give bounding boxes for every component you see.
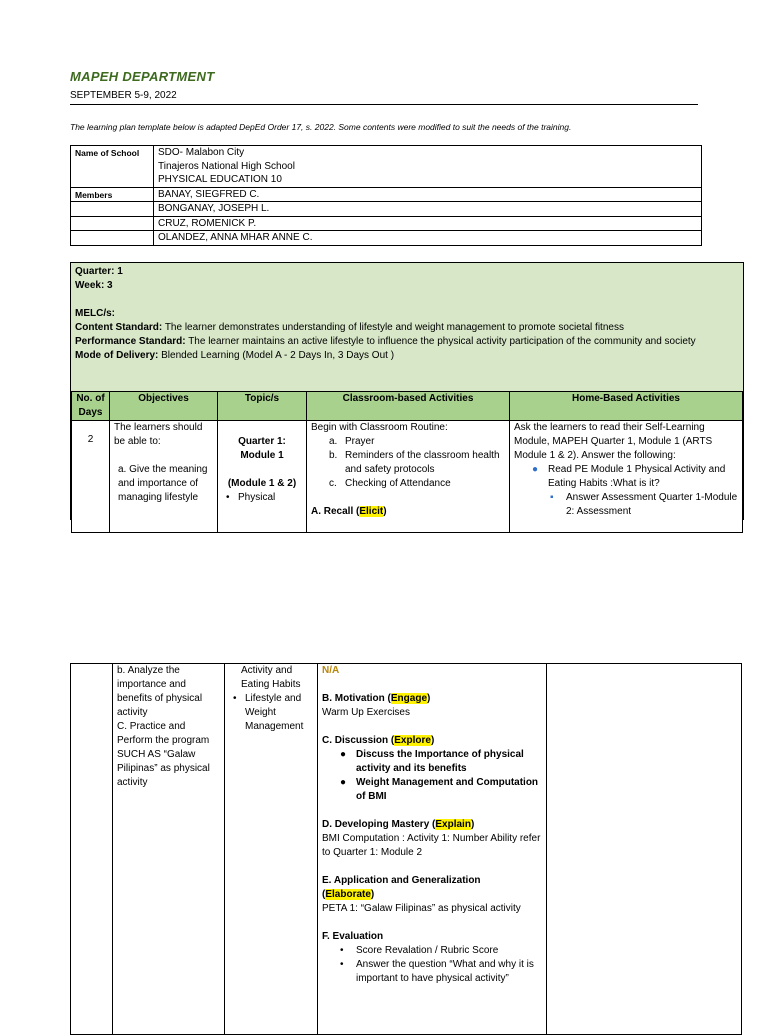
school-value [154,146,702,188]
objectives-cell: The learners should be able to: a. Give the meaning and importance of managing lifestyle [110,421,218,533]
content-standard: Content Standard: The learner demonstrates understanding of lifestyle and weight management to promote societal fitness [75,322,624,333]
topics-cell-cont: Activity and Eating Habits • Lifestyle and Weight Management [225,664,318,1035]
topics-cell: Quarter 1: Module 1 (Module 1 & 2) • Physical [218,421,307,533]
date-line: SEPTEMBER 5-9, 2022 [70,90,177,101]
member-name: BONGANAY, JOSEPH L. [154,202,702,217]
template-note: The learning plan template below is adapted DepEd Order 17, s. 2022. Some contents were modified to suit the needs of the training. [70,122,572,132]
week-label: Week: 3 [75,280,113,291]
col-header-days: No. of Days [72,392,110,421]
col-header-objectives: Objectives [110,392,218,421]
school-line: PHYSICAL EDUCATION 10 [158,174,282,185]
days-cell: 2 [72,421,110,533]
standards-section [71,263,739,389]
recall-heading: A. Recall (Elicit) [311,506,387,517]
melc-label: MELC/s: [75,308,115,319]
school-line: SDO- Malabon City [158,147,245,158]
learning-plan-box [70,262,744,520]
school-info-table [70,145,702,246]
member-name: BANAY, SIEGFRED C. [154,187,702,202]
home-cell: Ask the learners to read their Self-Learning Module, MAPEH Quarter 1, Module 1 (ARTS Module 1 & 2). Answer the following: ● Read PE Module 1 Physical Activity and Eating Habits :What is it? ▪ Answer Assessment Quarter 1-Module 2: Assessment [510,421,743,533]
home-cell-cont [547,664,742,1035]
mode-of-delivery: Mode of Delivery: Blended Learning (Model A - 2 Days In, 3 Days Out ) [75,350,395,361]
objectives-cell-cont: b. Analyze the importance and benefits of physical activity C. Practice and Perform the program SUCH AS “Galaw Pilipinas” as physical activity [113,664,225,1035]
performance-standard: Performance Standard: The learner maintains an active lifestyle to influence the physical activity participation of the community and society [75,336,696,347]
activities-table-continued [70,663,742,1035]
classroom-cell-cont: N/A B. Motivation (Engage) Warm Up Exercises C. Discussion (Explore) ● Discuss the Importance of physical activity and its benefits ● Weight Management and Computation of BMI D. Developing Mastery (Explain) BMI Computation : Activity 1: Number Ability refer to Quarter 1: Module 2 E. Application and Generalization (Elaborate) PETA 1: “Galaw Filipinas” as physical activity F. Evaluation • Score Revalation / Rubric Score • Answer the question “What and why it is important to have physical activity” [318,664,547,1035]
activities-table [71,391,743,533]
days-cell-cont [71,664,113,1035]
members-label: Members [71,187,154,202]
col-header-classroom: Classroom-based Activities [307,392,510,421]
department-title: MAPEH DEPARTMENT [70,69,215,84]
col-header-topics: Topic/s [218,392,307,421]
header-divider [70,104,698,105]
col-header-home: Home-Based Activities [510,392,743,421]
member-name: OLANDEZ, ANNA MHAR ANNE C. [154,231,702,246]
quarter-label: Quarter: 1 [75,266,123,277]
school-line: Tinajeros National High School [158,160,295,172]
classroom-cell: Begin with Classroom Routine: a. Prayer b. Reminders of the classroom health and safety protocols c. Checking of Attendance A. Recall (Elicit) [307,421,510,533]
member-name: CRUZ, ROMENICK P. [154,216,702,231]
school-label: Name of School [71,146,154,188]
